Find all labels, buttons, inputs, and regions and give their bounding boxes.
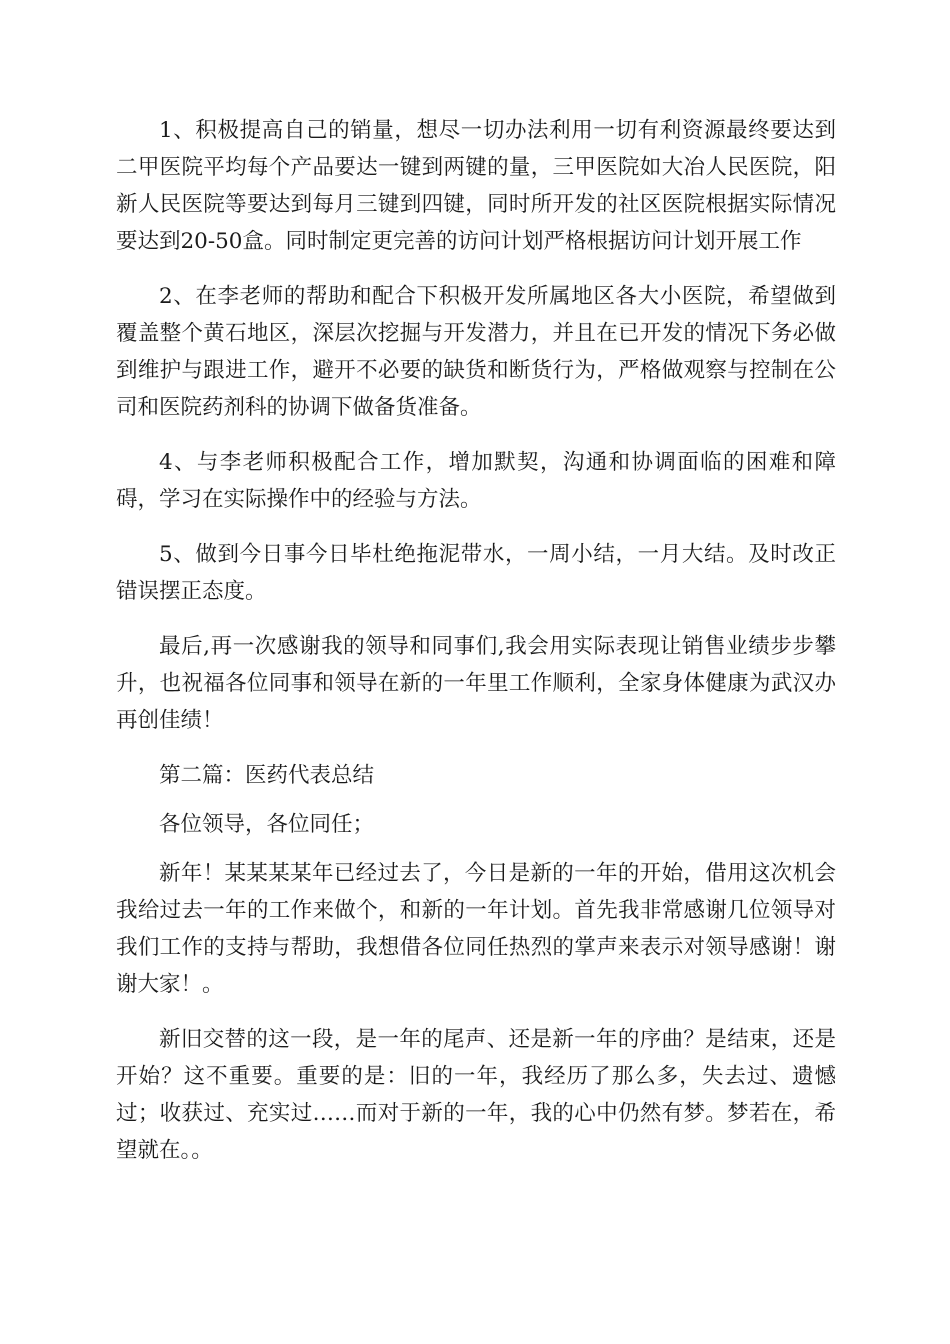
paragraph-goal-1: 1、积极提高自己的销量，想尽一切办法利用一切有利资源最终要达到二甲医院平均每个产品要达一键到两键的量，三甲医院如大冶人民医院，阳新人民医院等要达到每月三键到四键，同时所开发的社区医院根据实际情况要达到20-50盒。同时制定更完善的访问计划严格根据访问计划开展工作 (116, 118, 836, 254)
paragraph-goal-4: 4、与李老师积极配合工作，增加默契，沟通和协调面临的困难和障碍，学习在实际操作中的经验与方法。 (116, 450, 836, 512)
paragraph-new-year: 新年！某某某某年已经过去了，今日是新的一年的开始，借用这次机会我给过去一年的工作来做个，和新的一年计划。首先我非常感谢几位领导对我们工作的支持与帮助，我想借各位同任热烈的掌声来表示对领导感谢！谢谢大家！。 (116, 861, 836, 997)
document-body (116, 112, 836, 1187)
paragraph-goal-2: 2、在李老师的帮助和配合下积极开发所属地区各大小医院，希望做到覆盖整个黄石地区，深层次挖掘与开发潜力，并且在已开发的情况下务必做到维护与跟进工作，避开不必要的缺货和断货行为，严格做观察与控制在公司和医院药剂科的协调下做备货准备。 (116, 284, 836, 420)
paragraph-closing: 最后,再一次感谢我的领导和同事们,我会用实际表现让销售业绩步步攀升，也祝福各位同事和领导在新的一年里工作顺利，全家身体健康为武汉办再创佳绩！ (116, 634, 836, 733)
salutation: 各位领导，各位同任； (159, 812, 375, 837)
paragraph-goal-5: 5、做到今日事今日毕杜绝拖泥带水，一周小结，一月大结。及时改正错误摆正态度。 (116, 542, 836, 604)
section-heading: 第二篇：医药代表总结 (159, 763, 375, 788)
paragraph-transition: 新旧交替的这一段，是一年的尾声、还是新一年的序曲？是结束，还是开始？这不重要。重要的是：旧的一年，我经历了那么多，失去过、遗憾过；收获过、充实过……而对于新的一年，我的心中仍然有梦。梦若在，希望就在。。 (116, 1027, 836, 1163)
